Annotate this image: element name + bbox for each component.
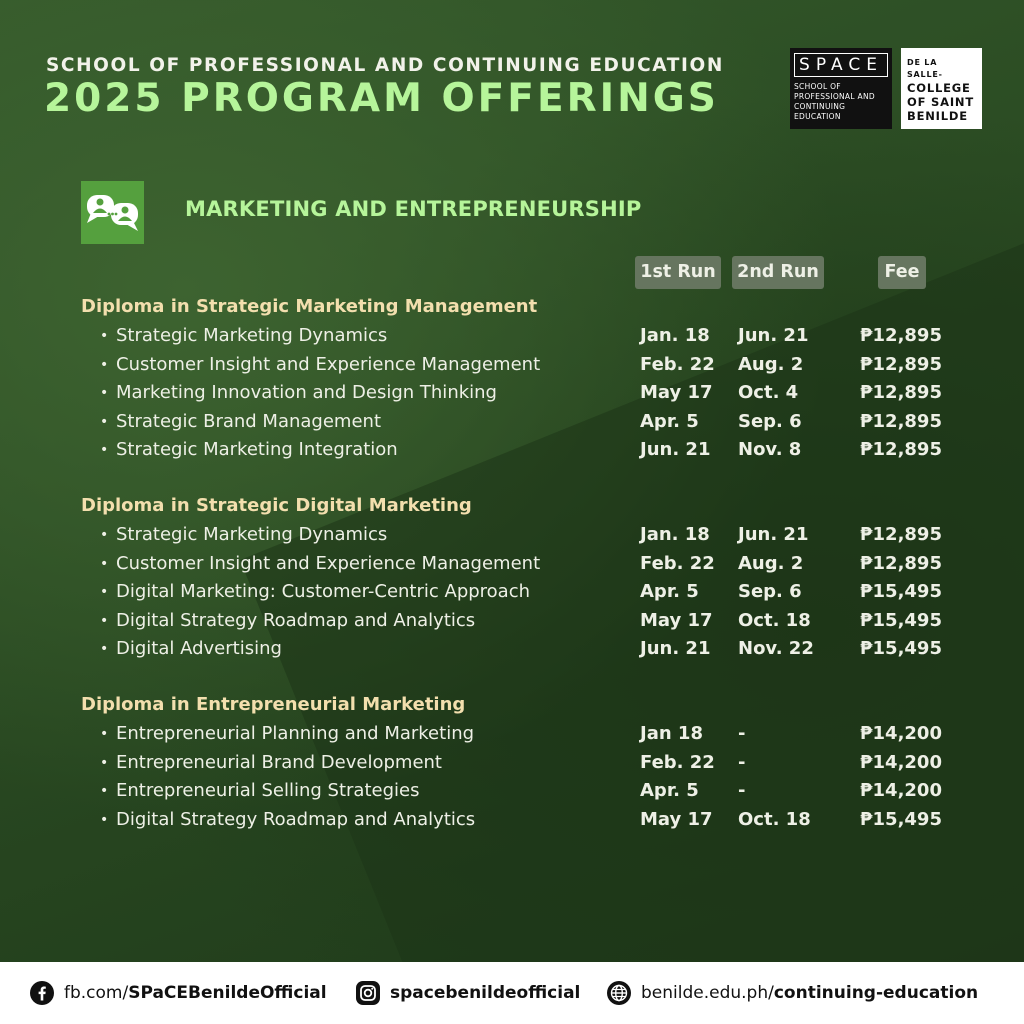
course-row bbox=[0, 806, 1024, 834]
course-fee: ₱15,495 bbox=[860, 609, 942, 631]
facebook-prefix: fb.com/ bbox=[64, 983, 129, 1003]
course-run2: Aug. 2 bbox=[738, 353, 804, 375]
course-row bbox=[0, 379, 1024, 407]
bullet: • bbox=[100, 726, 109, 742]
school-subtitle: SCHOOL OF PROFESSIONAL AND CONTINUING EDUCATION bbox=[46, 55, 724, 76]
course-run1: May 17 bbox=[640, 609, 713, 631]
course-run2: Jun. 21 bbox=[738, 524, 809, 545]
course-fee: ₱15,495 bbox=[860, 638, 942, 659]
bullet: • bbox=[100, 385, 109, 401]
course-name: Marketing Innovation and Design Thinking bbox=[116, 382, 497, 403]
column-header-fee: Fee bbox=[878, 256, 926, 289]
course-fee: ₱12,895 bbox=[860, 325, 942, 346]
course-run1: Jan 18 bbox=[640, 723, 703, 744]
course-run1: May 17 bbox=[640, 382, 713, 403]
course-row bbox=[0, 521, 1024, 549]
dlsu-logo-line: OF SAINT bbox=[907, 95, 974, 109]
course-name: Digital Strategy Roadmap and Analytics bbox=[116, 808, 476, 830]
website-link[interactable] bbox=[607, 981, 978, 1005]
space-logo-desc bbox=[794, 82, 888, 122]
space-logo-desc-line: PROFESSIONAL AND bbox=[794, 92, 875, 101]
course-fee: ₱12,895 bbox=[860, 439, 942, 460]
website-prefix: benilde.edu.ph/ bbox=[641, 983, 774, 1003]
course-fee: ₱15,495 bbox=[860, 808, 942, 830]
course-run2: Nov. 22 bbox=[738, 638, 814, 659]
course-fee: ₱14,200 bbox=[860, 780, 942, 801]
course-run1: Jun. 21 bbox=[640, 638, 711, 659]
space-logo-word: SPACE bbox=[794, 53, 888, 77]
bullet: • bbox=[100, 811, 109, 828]
course-name: Digital Marketing: Customer-Centric Approach bbox=[116, 581, 531, 602]
footer bbox=[0, 962, 1024, 1024]
space-logo bbox=[790, 48, 892, 129]
course-run1: Apr. 5 bbox=[640, 581, 699, 602]
program-title: Diploma in Strategic Marketing Management bbox=[81, 296, 538, 317]
column-header-1st-run: 1st Run bbox=[635, 256, 721, 289]
bullet: • bbox=[100, 413, 109, 430]
course-row bbox=[0, 720, 1024, 748]
course-run1: May 17 bbox=[640, 808, 713, 830]
course-run2: - bbox=[738, 723, 746, 744]
course-row bbox=[0, 749, 1024, 777]
course-name: Customer Insight and Experience Management bbox=[116, 552, 541, 574]
course-row bbox=[0, 322, 1024, 350]
dlsu-logo-line: COLLEGE bbox=[907, 81, 971, 95]
course-run2: Jun. 21 bbox=[738, 325, 809, 346]
course-run1: Feb. 22 bbox=[640, 353, 715, 375]
dlsu-logo-line: DE LA SALLE- bbox=[907, 58, 943, 79]
dlsu-csb-logo bbox=[901, 48, 982, 129]
facebook-handle: SPaCEBenildeOfficial bbox=[128, 983, 327, 1003]
course-row bbox=[0, 351, 1024, 379]
course-run2: Aug. 2 bbox=[738, 552, 804, 574]
course-run2: Oct. 18 bbox=[738, 808, 811, 830]
course-fee: ₱12,895 bbox=[860, 524, 942, 545]
bullet: • bbox=[100, 442, 109, 458]
course-fee: ₱12,895 bbox=[860, 353, 942, 375]
course-fee: ₱12,895 bbox=[860, 552, 942, 574]
course-row bbox=[0, 578, 1024, 606]
course-name: Entrepreneurial Brand Development bbox=[116, 751, 442, 773]
bullet: • bbox=[100, 527, 109, 543]
course-fee: ₱12,895 bbox=[860, 382, 942, 403]
course-name: Digital Advertising bbox=[116, 638, 282, 659]
course-row bbox=[0, 607, 1024, 635]
bullet: • bbox=[100, 641, 109, 657]
course-run1: Jan. 18 bbox=[640, 325, 710, 346]
course-name: Customer Insight and Experience Management bbox=[116, 353, 541, 375]
course-name: Entrepreneurial Planning and Marketing bbox=[116, 723, 475, 744]
course-name: Entrepreneurial Selling Strategies bbox=[116, 780, 420, 801]
course-fee: ₱15,495 bbox=[860, 581, 942, 602]
course-fee: ₱12,895 bbox=[860, 410, 942, 432]
dlsu-logo-line: BENILDE bbox=[907, 109, 968, 123]
instagram-icon bbox=[356, 981, 380, 1005]
course-run2: Sep. 6 bbox=[738, 581, 802, 602]
course-run2: Nov. 8 bbox=[738, 439, 802, 460]
course-run1: Apr. 5 bbox=[640, 410, 699, 432]
course-row bbox=[0, 635, 1024, 663]
course-name: Strategic Marketing Dynamics bbox=[116, 325, 388, 346]
course-name: Strategic Brand Management bbox=[116, 410, 381, 432]
bullet: • bbox=[100, 328, 109, 344]
course-row bbox=[0, 550, 1024, 578]
course-run2: Oct. 4 bbox=[738, 382, 799, 403]
course-row bbox=[0, 436, 1024, 464]
course-run2: Oct. 18 bbox=[738, 609, 811, 631]
category-title: MARKETING AND ENTREPRENEURSHIP bbox=[185, 197, 642, 221]
space-logo-desc-line: CONTINUING bbox=[794, 102, 846, 111]
course-name: Digital Strategy Roadmap and Analytics bbox=[116, 609, 476, 631]
column-header-2nd-run: 2nd Run bbox=[732, 256, 824, 289]
space-logo-desc-line: SCHOOL OF bbox=[794, 82, 841, 91]
bullet: • bbox=[100, 356, 109, 373]
bullet: • bbox=[100, 612, 109, 629]
course-run1: Apr. 5 bbox=[640, 780, 699, 801]
course-run2: - bbox=[738, 751, 746, 773]
course-fee: ₱14,200 bbox=[860, 751, 942, 773]
course-run1: Jun. 21 bbox=[640, 439, 711, 460]
course-name: Strategic Marketing Dynamics bbox=[116, 524, 388, 545]
facebook-icon bbox=[30, 981, 54, 1005]
globe-icon bbox=[607, 981, 631, 1005]
course-run1: Jan. 18 bbox=[640, 524, 710, 545]
facebook-link[interactable] bbox=[30, 981, 327, 1005]
instagram-handle: spacebenildeofficial bbox=[390, 983, 581, 1003]
discussion-people-icon bbox=[81, 181, 144, 244]
course-run1: Feb. 22 bbox=[640, 552, 715, 574]
course-fee: ₱14,200 bbox=[860, 723, 942, 744]
space-logo-desc-line: EDUCATION bbox=[794, 112, 841, 121]
course-run1: Feb. 22 bbox=[640, 751, 715, 773]
program-title: Diploma in Strategic Digital Marketing bbox=[81, 495, 472, 516]
bullet: • bbox=[100, 783, 109, 799]
bullet: • bbox=[100, 584, 109, 600]
course-row bbox=[0, 408, 1024, 436]
bullet: • bbox=[100, 754, 109, 771]
program-title: Diploma in Entrepreneurial Marketing bbox=[81, 694, 466, 715]
course-name: Strategic Marketing Integration bbox=[116, 439, 398, 460]
course-run2: - bbox=[738, 780, 746, 801]
website-path: continuing-education bbox=[773, 983, 979, 1003]
bullet: • bbox=[100, 555, 109, 572]
course-row bbox=[0, 777, 1024, 805]
instagram-link[interactable] bbox=[356, 981, 580, 1005]
page-title: 2025 PROGRAM OFFERINGS bbox=[44, 76, 719, 121]
course-run2: Sep. 6 bbox=[738, 410, 802, 432]
